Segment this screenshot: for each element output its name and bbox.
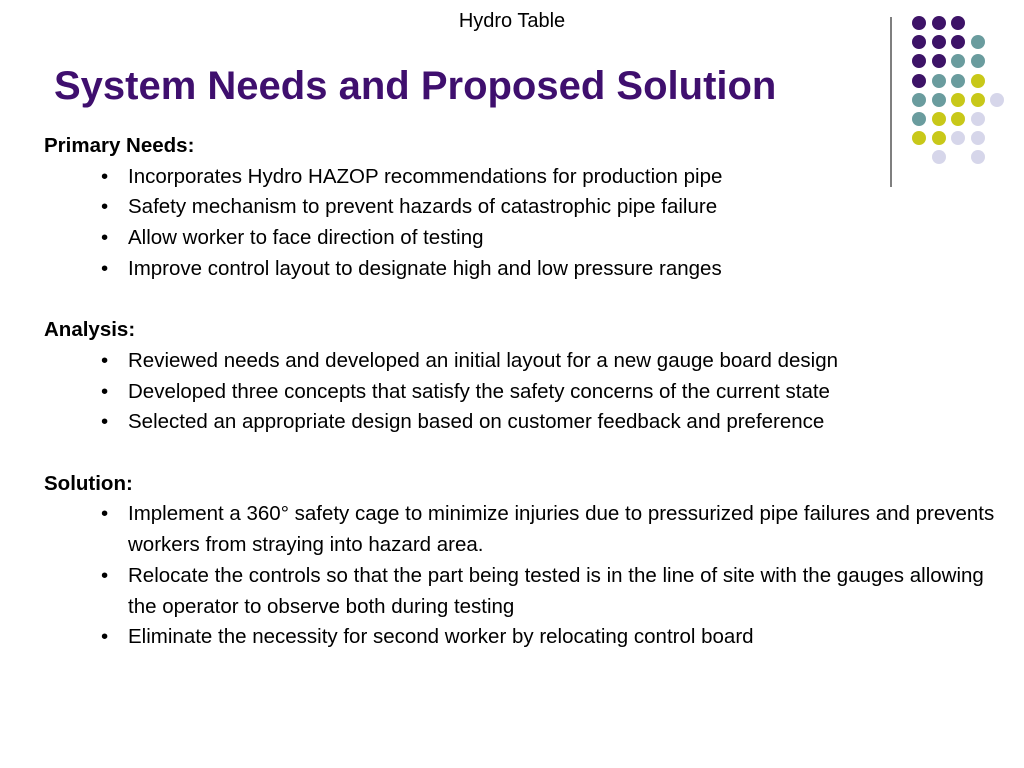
- decorative-dot: [951, 74, 965, 88]
- decorative-dot: [932, 16, 946, 30]
- bullet-item: [44, 346, 1004, 377]
- bullet-text: Safety mechanism to prevent hazards of catastrophic pipe failure: [128, 195, 718, 219]
- bullet-marker: •: [101, 379, 109, 403]
- bullet-marker: •: [101, 563, 109, 587]
- decorative-dot: [912, 93, 926, 107]
- section-heading: Primary Needs:: [44, 134, 195, 157]
- decorative-dot: [971, 74, 985, 88]
- bullet-text: Reviewed needs and developed an initial layout for a new gauge board design: [128, 348, 839, 372]
- decorative-dot: [951, 112, 965, 126]
- decorative-dot: [971, 112, 985, 126]
- bullet-text: Improve control layout to designate high and low pressure ranges: [128, 256, 722, 280]
- bullet-text: Relocate the controls so that the part being tested is in the line of site with the gauges allowing the operator to observe both during testing: [128, 563, 984, 618]
- bullet-marker: •: [101, 256, 109, 280]
- bullet-list: [44, 346, 1004, 438]
- decorative-dot: [932, 93, 946, 107]
- bullet-text: Incorporates Hydro HAZOP recommendations for production pipe: [128, 164, 723, 188]
- decorative-dot: [912, 74, 926, 88]
- content-section: [44, 469, 1004, 653]
- bullet-item: [44, 192, 1004, 223]
- decorative-dot: [990, 93, 1004, 107]
- bullet-item: [44, 499, 1004, 560]
- bullet-item: [44, 622, 1004, 653]
- bullet-item: [44, 561, 1004, 622]
- bullet-marker: •: [101, 226, 109, 250]
- slide-header: Hydro Table: [458, 10, 566, 32]
- section-heading: Solution:: [44, 471, 133, 495]
- bullet-marker: •: [101, 195, 109, 219]
- section-heading: Analysis:: [44, 318, 136, 342]
- slide-title: System Needs and Proposed Solution: [54, 64, 777, 108]
- decorative-dot: [932, 74, 946, 88]
- decorative-dot: [971, 35, 985, 49]
- bullet-text: Selected an appropriate design based on customer feedback and preference: [128, 410, 825, 434]
- decorative-dot: [971, 93, 985, 107]
- decorative-dot: [932, 54, 946, 68]
- decorative-dot: [971, 54, 985, 68]
- decorative-dot: [912, 35, 926, 49]
- bullet-marker: •: [101, 625, 109, 649]
- decorative-dot: [951, 54, 965, 68]
- decorative-dot: [912, 16, 926, 30]
- decorative-dot: [932, 35, 946, 49]
- decorative-dot: [912, 112, 926, 126]
- decorative-dot: [932, 112, 946, 126]
- decorative-dot: [912, 54, 926, 68]
- bullet-text: Eliminate the necessity for second worker by relocating control board: [128, 625, 754, 649]
- bullet-list: [44, 162, 1004, 285]
- decorative-dot: [951, 93, 965, 107]
- content-section: [44, 131, 1004, 285]
- slide-content: [44, 131, 1004, 653]
- bullet-item: [44, 223, 1004, 254]
- bullet-item: [44, 162, 1004, 193]
- bullet-item: [44, 377, 1004, 408]
- bullet-marker: •: [101, 164, 109, 188]
- bullet-marker: •: [101, 410, 109, 434]
- decorative-dot: [951, 16, 965, 30]
- content-section: [44, 315, 1004, 438]
- bullet-item: [44, 254, 1004, 285]
- bullet-marker: •: [101, 348, 109, 372]
- bullet-text: Implement a 360° safety cage to minimize injuries due to pressurized pipe failures and prevents workers from straying into hazard area.: [128, 502, 995, 557]
- bullet-text: Developed three concepts that satisfy the safety concerns of the current state: [128, 379, 830, 403]
- decorative-dot: [951, 35, 965, 49]
- bullet-list: [44, 499, 1004, 653]
- bullet-text: Allow worker to face direction of testing: [128, 226, 484, 250]
- bullet-marker: •: [101, 502, 109, 526]
- bullet-item: [44, 407, 1004, 438]
